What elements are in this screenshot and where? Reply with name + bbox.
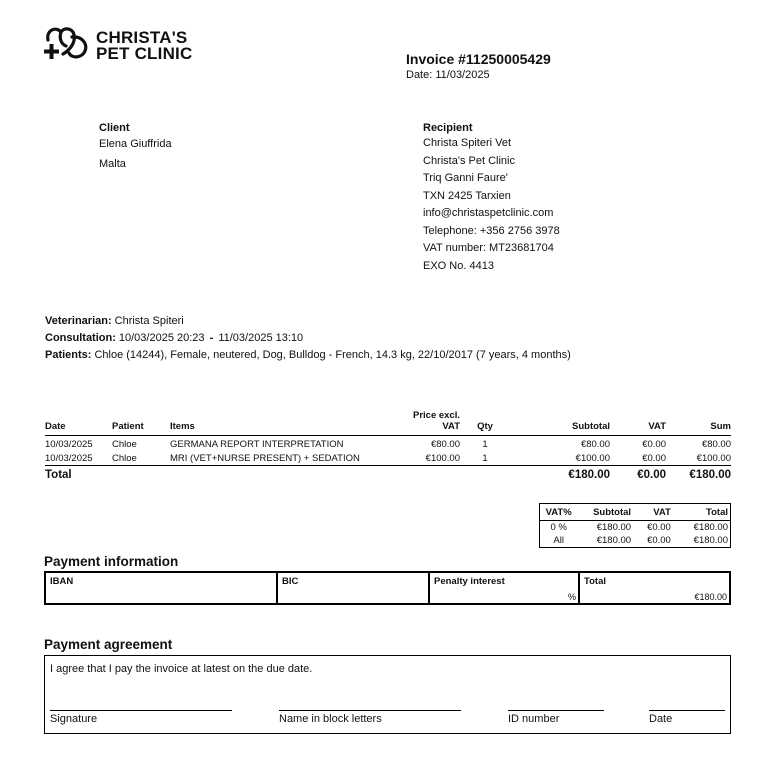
col-patient: Patient	[112, 410, 170, 436]
row-item: GERMANA REPORT INTERPRETATION	[170, 439, 344, 450]
payment-agreement-box	[44, 655, 731, 734]
row-subtotal: €100.00	[575, 453, 610, 464]
row-sum: €80.00	[701, 439, 731, 450]
table-row	[540, 521, 731, 535]
table-row	[540, 534, 731, 548]
items-table	[45, 410, 731, 482]
row-vat: €0.00	[642, 439, 666, 450]
bic-cell	[278, 573, 430, 603]
invoice-title: Invoice #11250005429	[406, 51, 551, 67]
row-patient: Chloe	[112, 453, 137, 464]
consultation-label: Consultation:	[45, 332, 116, 344]
row-date: 10/03/2025	[45, 439, 93, 450]
col-subtotal: Subtotal	[510, 410, 610, 436]
id-number-label: ID number	[508, 713, 560, 725]
vat-total: €180.00	[693, 522, 728, 533]
row-vat: €0.00	[642, 453, 666, 464]
penalty-cell	[430, 573, 580, 603]
vat-pct: All	[553, 535, 564, 546]
col-price-line2: VAT	[442, 421, 460, 432]
client-label: Client	[99, 122, 130, 134]
clinic-name-line1: CHRISTA'S	[96, 28, 188, 47]
iban-label: IBAN	[50, 576, 74, 587]
col-qty: Qty	[460, 410, 510, 436]
cross-icon	[44, 44, 59, 59]
patients-label: Patients:	[45, 349, 92, 361]
signature-label: Signature	[50, 713, 98, 725]
recipient-email: info@christaspetclinic.com	[423, 207, 554, 219]
row-item: MRI (VET+NURSE PRESENT) + SEDATION	[170, 453, 360, 464]
id-number-line[interactable]	[508, 710, 604, 725]
col-date: Date	[45, 410, 112, 436]
row-subtotal: €80.00	[580, 439, 610, 450]
consultation-end: 11/03/2025 13:10	[218, 332, 304, 344]
vat-subtotal: €180.00	[596, 535, 632, 546]
payment-info-box	[44, 571, 731, 605]
recipient-block	[423, 122, 560, 275]
table-row	[45, 436, 731, 452]
payment-agreement-title: Payment agreement	[44, 637, 173, 652]
payment-info-title: Payment information	[44, 554, 179, 569]
vat-summary-header	[540, 504, 731, 521]
vat-col-total: Total	[673, 504, 731, 521]
row-price: €80.00	[430, 439, 460, 450]
recipient-phone: Telephone: +356 2756 3978	[423, 224, 560, 237]
veterinarian-label: Veterinarian:	[45, 315, 112, 327]
consultation-meta	[45, 313, 575, 364]
row-qty: 1	[482, 439, 488, 450]
payment-total-label: Total	[584, 576, 606, 587]
items-header-row	[45, 410, 731, 436]
penalty-value: %	[567, 592, 576, 602]
recipient-vat-number: VAT number: MT23681704	[423, 242, 554, 254]
vat-col-pct: VAT%	[540, 504, 578, 521]
name-block-line[interactable]	[279, 710, 461, 725]
table-row	[45, 451, 731, 466]
vat-col-subtotal: Subtotal	[577, 504, 633, 521]
row-qty: 1	[482, 453, 488, 464]
col-vat: VAT	[610, 410, 666, 436]
vat-summary-table	[539, 503, 731, 548]
col-price	[395, 410, 460, 436]
patients-value: Chloe (14244), Female, neutered, Dog, Bulldog - French, 14.3 kg, 22/10/2017 (7 years, 4 months)	[94, 349, 571, 361]
date-line[interactable]	[649, 710, 725, 725]
date-label: Date	[649, 713, 673, 725]
total-sum: €180.00	[666, 466, 731, 483]
name-block-label: Name in block letters	[279, 713, 382, 725]
clinic-name-line2: PET CLINIC	[96, 44, 193, 63]
recipient-line: Triq Ganni Faure'	[423, 172, 508, 184]
row-price: €100.00	[425, 453, 460, 464]
row-date: 10/03/2025	[45, 453, 93, 464]
vat-subtotal: €180.00	[596, 522, 632, 533]
client-country: Malta	[99, 157, 126, 170]
total-subtotal: €180.00	[510, 466, 610, 483]
clinic-name	[96, 30, 192, 62]
recipient-label: Recipient	[423, 122, 473, 134]
iban-cell	[46, 573, 278, 603]
col-price-line1: Price excl.	[412, 410, 460, 421]
vat-total: €180.00	[693, 535, 728, 546]
veterinarian-value: Christa Spiteri	[114, 315, 184, 327]
vat-vat: €0.00	[647, 535, 671, 546]
vat-vat: €0.00	[647, 522, 671, 533]
recipient-line: Christa's Pet Clinic	[423, 154, 515, 167]
recipient-exo-number: EXO No. 4413	[423, 259, 494, 272]
invoice-date: Date: 11/03/2025	[406, 69, 490, 81]
client-name: Elena Giuffrida	[99, 138, 172, 150]
payment-total-cell	[580, 573, 729, 603]
consultation-value	[119, 330, 303, 347]
agreement-text: I agree that I pay the invoice at latest on the due date.	[50, 663, 313, 675]
consultation-separator: -	[209, 332, 214, 344]
col-items: Items	[170, 410, 395, 436]
recipient-line: TXN 2425 Tarxien	[423, 189, 511, 202]
bic-label: BIC	[282, 576, 299, 587]
total-vat: €0.00	[610, 466, 666, 483]
payment-total-value: €180.00	[694, 592, 727, 602]
penalty-label: Penalty interest	[434, 576, 505, 587]
row-patient: Chloe	[112, 439, 137, 450]
total-row	[45, 466, 731, 483]
col-sum: Sum	[666, 410, 731, 436]
signature-line[interactable]	[50, 710, 232, 725]
recipient-line: Christa Spiteri Vet	[423, 137, 512, 149]
row-sum: €100.00	[696, 453, 731, 464]
client-block	[99, 122, 172, 173]
consultation-start: 10/03/2025 20:23	[118, 332, 205, 344]
vat-col-vat: VAT	[633, 504, 673, 521]
total-label: Total	[45, 466, 510, 483]
vat-pct: 0 %	[550, 522, 567, 533]
